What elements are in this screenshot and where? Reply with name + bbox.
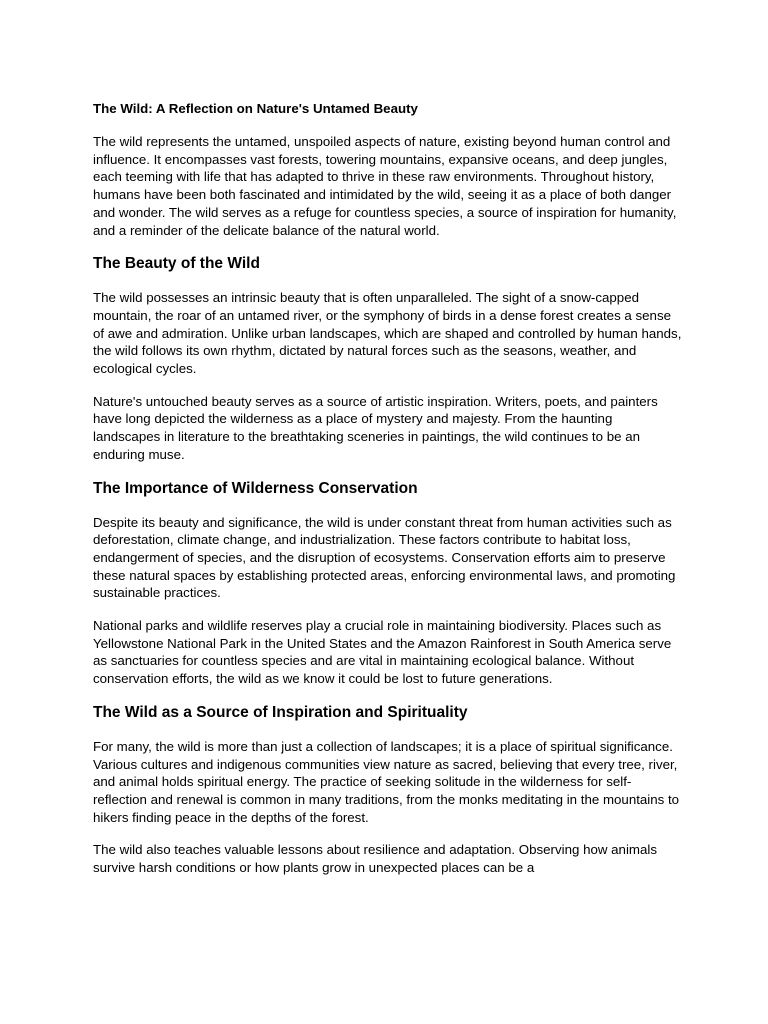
section-beauty-of-the-wild [93,254,683,463]
document-page [93,100,683,892]
section-paragraph: National parks and wildlife reserves play a crucial role in maintaining biodiversity. Places such as Yellowstone National Park in the United States and the Amazon Rainforest in South America serve as sanctuaries for countless species and are vital in maintaining ecological balance. Without conservation efforts, the wild as we know it could be lost to future generations. [93,618,672,687]
section-paragraph: For many, the wild is more than just a collection of landscapes; it is a place of spiritual significance. Various cultures and indigenous communities view nature as sacred, believing that every tree, river, and animal holds spiritual energy. The practice of seeking solitude in the wilderness for self-reflection and renewal is common in many traditions, from the monks meditating in the mountains to hikers finding peace in the depths of the forest. [93,738,680,825]
section-paragraph: The wild possesses an intrinsic beauty that is often unparalleled. The sight of a snow-capped mountain, the roar of an untamed river, or the symphony of birds in a dense forest creates a sense of awe and admiration. Unlike urban landscapes, which are shaped and controlled by human hands, the wild follows its own rhythm, dictated by natural forces such as the seasons, weather, and ecological cycles. [93,290,682,377]
section-heading: The Beauty of the Wild [93,255,260,273]
intro-paragraph: The wild represents the untamed, unspoiled aspects of nature, existing beyond human control and influence. It encompasses vast forests, towering mountains, expansive oceans, and deep jungles, each teeming with life that has adapted to thrive in these raw environments. Throughout history, humans have been both fascinated and intimidated by the wild, seeing it as a place of both danger and wonder. The wild serves as a refuge for countless species, a source of inspiration for humanity, and a reminder of the delicate balance of the natural world. [93,134,677,238]
section-paragraph: The wild also teaches valuable lessons about resilience and adaptation. Observing how animals survive harsh conditions or how plants grow in unexpected places can be a [93,842,657,876]
section-paragraph: Despite its beauty and significance, the wild is under constant threat from human activities such as deforestation, climate change, and industrialization. These factors contribute to habitat loss, endangerment of species, and the disruption of ecosystems. Conservation efforts aim to preserve these natural spaces by establishing protected areas, enforcing environmental laws, and promoting sustainable practices. [93,514,676,601]
section-wilderness-conservation [93,479,683,688]
section-heading: The Wild as a Source of Inspiration and Spirituality [93,703,468,721]
section-heading: The Importance of Wilderness Conservation [93,479,418,497]
section-paragraph: Nature's untouched beauty serves as a source of artistic inspiration. Writers, poets, and painters have long depicted the wilderness as a place of mystery and majesty. From the haunting landscapes in literature to the breathtaking sceneries in paintings, the wild continues to be an enduring muse. [93,393,658,462]
document-title: The Wild: A Reflection on Nature's Untamed Beauty [93,101,418,116]
section-inspiration-and-spirituality [93,703,683,877]
